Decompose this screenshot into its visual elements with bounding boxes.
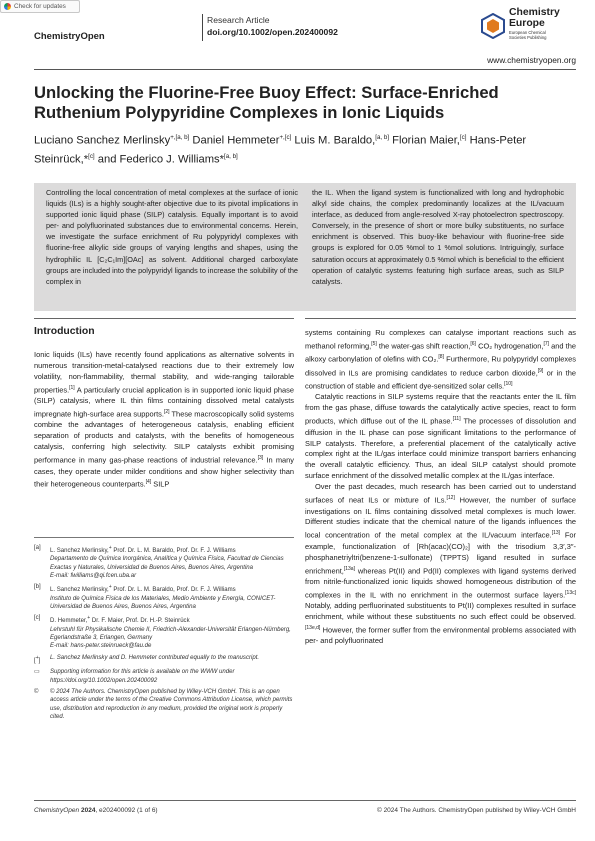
footnote-tag: [b] — [34, 584, 41, 591]
footnote — [34, 654, 294, 665]
update-icon — [4, 3, 11, 10]
affiliation-footnotes — [34, 544, 294, 724]
open-access-icon: © — [34, 688, 39, 695]
article-type: Research Article — [207, 15, 270, 25]
footnote-text[interactable]: Supporting information for this article is available on the WWW under https://doi.org/10.1002/open.202400092 — [50, 669, 235, 684]
intro-paragraph-2: systems containing Ru complexes can catalyse important reactions such as methanol reforming,[5] the water-gas shift reaction,[6] CO₂ hydrogenation,[7] and the alkoxy carbonylation of olefins with CO₂.[8] Furthermore, Ru polypyridyl complexes dissolved in ILs are promising candidates to reduce carbon dioxide,[9] or in the construction of stable and efficient dye-sensitized solar cells.[10] — [305, 328, 576, 391]
body-column-right — [305, 328, 576, 647]
check-for-updates-badge[interactable] — [0, 0, 80, 13]
journal-name: ChemistryOpen — [34, 31, 105, 42]
chemistry-europe-logo-icon — [480, 13, 506, 39]
footnote-tag: [c] — [34, 615, 41, 622]
header-rule — [34, 69, 576, 70]
supporting-info-icon: ▭ — [34, 669, 40, 676]
introduction-heading: Introduction — [34, 326, 95, 337]
abstract-column-2: the IL. When the ligand system is functionalized with long and hydrophobic alkyl side chains, the complex predominantly localizes at the IL/vacuum interface, as deduced from angle-resolved X-ray photoelectron spectroscopy. Conversely, in the presence of short or more bulky substituents, no surface enrichment is observed. This buoy-like behaviour with fluorine-free side groups is explored for 0.05 %mol to 1 %mol solutions. Intriguingly, surface saturation occurs at approximately 0.5 %mol which is beneficial to the efficient operation of catalytic systems featuring high surface areas, such as SILP catalysts. — [312, 188, 564, 286]
logo-title: Chemistry Europe — [509, 7, 560, 29]
section-rule-right — [305, 318, 576, 319]
footer-rule — [34, 800, 576, 801]
chemistry-europe-logo — [480, 5, 580, 47]
abstract-box — [34, 183, 576, 311]
journal-url[interactable]: www.chemistryopen.org — [487, 55, 576, 65]
abstract-column-1: Controlling the local concentration of metal complexes at the surface of ionic liquids (ILs) is a highly sought-after objective due to its pivotal implications in supported ionic liquid phase (SILP) catalysis. Equally important is to avoid per- and polyfluorinated substances due to environmental concerns. Herein, we investigate the surface enrichment of Ru polypyridyl complexes with fluorine-free alkylic side groups of varying lengths and shapes, using the hydrophilic IL [C₂C₁Im][OAc] as solvent. Additional charged carboxylate groups are included into the polypyridyl ligands to increase the solubility of the complex in — [46, 188, 298, 286]
footnote — [34, 544, 294, 580]
footnote-text: © 2024 The Authors. ChemistryOpen published by Wiley-VCH GmbH. This is an open access article under the terms of the Creative Commons Attribution License, which permits use, distribution and reproduction in any medium, provided the original work is properly cited. — [50, 688, 293, 720]
footer-citation: ChemistryOpen 2024, e202400092 (1 of 6) — [34, 807, 158, 814]
footnote — [34, 688, 294, 721]
footnote-tag: [a] — [34, 545, 41, 551]
footnote-text: L. Sanchez Merlinsky,+ Prof. Dr. L. M. Baraldo, Prof. Dr. F. J. Williams Departamento de Química Inorgánica, Analítica y Química Física, Facultad de Ciencias Exactas y Naturales, Universidad de Buenos Aires, Buenos Aires, Argentina E-mail: fwilliams@qi.fcen.uba.ar — [50, 545, 284, 580]
footer-copyright: © 2024 The Authors. ChemistryOpen published by Wiley-VCH GmbH — [376, 807, 576, 814]
footnote-rule — [34, 537, 294, 538]
footnote-text: L. Sanchez Merlinsky and D. Hemmeter contributed equally to the manuscript. — [50, 654, 260, 661]
footnote — [34, 614, 294, 650]
logo-subtitle: European Chemical Societies Publishing — [509, 30, 547, 41]
intro-paragraph-1: Ionic liquids (ILs) have recently found applications as alternative solvents in numerous transition-metal-catalysed reactions due to their extremely low volatility, non-flammability, thermal stability, and wide-ranging tailorable properties.[1] A particularly crucial application is in supported ionic liquid phase (SILP) catalysis, where IL thin films containing dissolved metal catalysts impregnate high-surface area supports.[2] These macroscopically solid systems combine the advantages of heterogeneous catalysis, enabling efficient separation of products and catalysts, with the benefits of homogeneous catalysis, conferring high selectivity. SILP catalysts exhibit promising performance in many gas-phase reactions of industrial relevance.[3] In many cases, they operate under milder conditions and show higher selectivity than their heterogeneous counterparts.[4] SILP — [34, 350, 294, 489]
footnote — [34, 668, 294, 685]
footnote-text: D. Hemmeter,+ Dr. F. Maier, Prof. Dr. H.-P. Steinrück Lehrstuhl für Physikalische Chemie II, Friedrich-Alexander-Universität Erlangen-Nürnberg, Egerlandstraße 3, Erlangen, Germany E-mail: hans-peter.steinrueck@fau.de — [50, 615, 291, 650]
header-divider — [202, 14, 203, 41]
article-title: Unlocking the Fluorine-Free Buoy Effect: Surface-Enriched Ruthenium Polypyridine Complexes in Ionic Liquids — [34, 83, 499, 122]
body-column-left — [34, 350, 294, 491]
intro-paragraph-3: Catalytic reactions in SILP systems require that the reactants enter the IL film from the gas phase, diffuse towards the catalytically active species, react to form products, which diffuse out of the IL phase.[11] The processes of dissolution and diffusion in the IL phase can pose significant limitations to the performance of SILP catalysts. Therefore, a preferential placement of the catalytically active complex right at the IL/gas interface could minimize transport barriers enhancing the overall catalytic efficiency. Thus, an ideal SILP catalyst should promote surface enrichment of the dissolved metallic complex at the IL/gas interface. — [305, 392, 576, 481]
author-list: Luciano Sanchez Merlinsky$^{+,[a, b]}$ Daniel Hemmeter$^{+,[c]}$ Luis M. Baraldo,[a, b] Florian Maier,[c] Hans-Peter Steinrück,*[c] and Federico J. Williams*[a, b] — [34, 134, 527, 166]
footnote-text: L. Sanchez Merlinsky,+ Prof. Dr. L. M. Baraldo, Prof. Dr. F. J. Williams Instituto de Química Física de los Materiales, Medio Ambiente y Energía, CONICET-Universidad de Buenos Aires, Buenos Aires, Argentina — [50, 584, 276, 611]
doi-link[interactable]: doi.org/10.1002/open.202400092 — [207, 27, 338, 37]
intro-paragraph-4: Over the past decades, much research has been carried out to understand surfaces of neat ILs or mixture of ILs.[12] However, the number of surface investigations on IL films containing dissolved metal complexes is much lower. Different studies indicate that the chemical nature of the ligands influences the local concentration of the metal complex at the IL/vacuum interface.[13] For example, functionalization of [Rh(acac)(CO)₂] with the trisodium 3,3′,3″-phosphanetriyltri(benzene-1-sulfonate) (TPPTS) ligand resulted in surface enrichment,[13a] whereas Pt(II) and Pd(II) complexes with ligand systems derived from nitrile-functionalized ionic liquids showed homogeneous distribution of the complexes in the IL with no enrichment in the outermost surface layers.[13c] Notably, adding perfluorinated substituents to Pt(II) complexes resulted in surface enrichment, while without these substituents no such effect could be observed.[13e,d] However, the former suffer from the environmental problems associated with per- and polyfluorinated — [305, 482, 576, 646]
check-for-updates-label: Check for updates — [14, 3, 66, 10]
section-rule-left — [34, 318, 294, 319]
footnote — [34, 583, 294, 611]
footnote-tag: [+] — [34, 654, 41, 664]
